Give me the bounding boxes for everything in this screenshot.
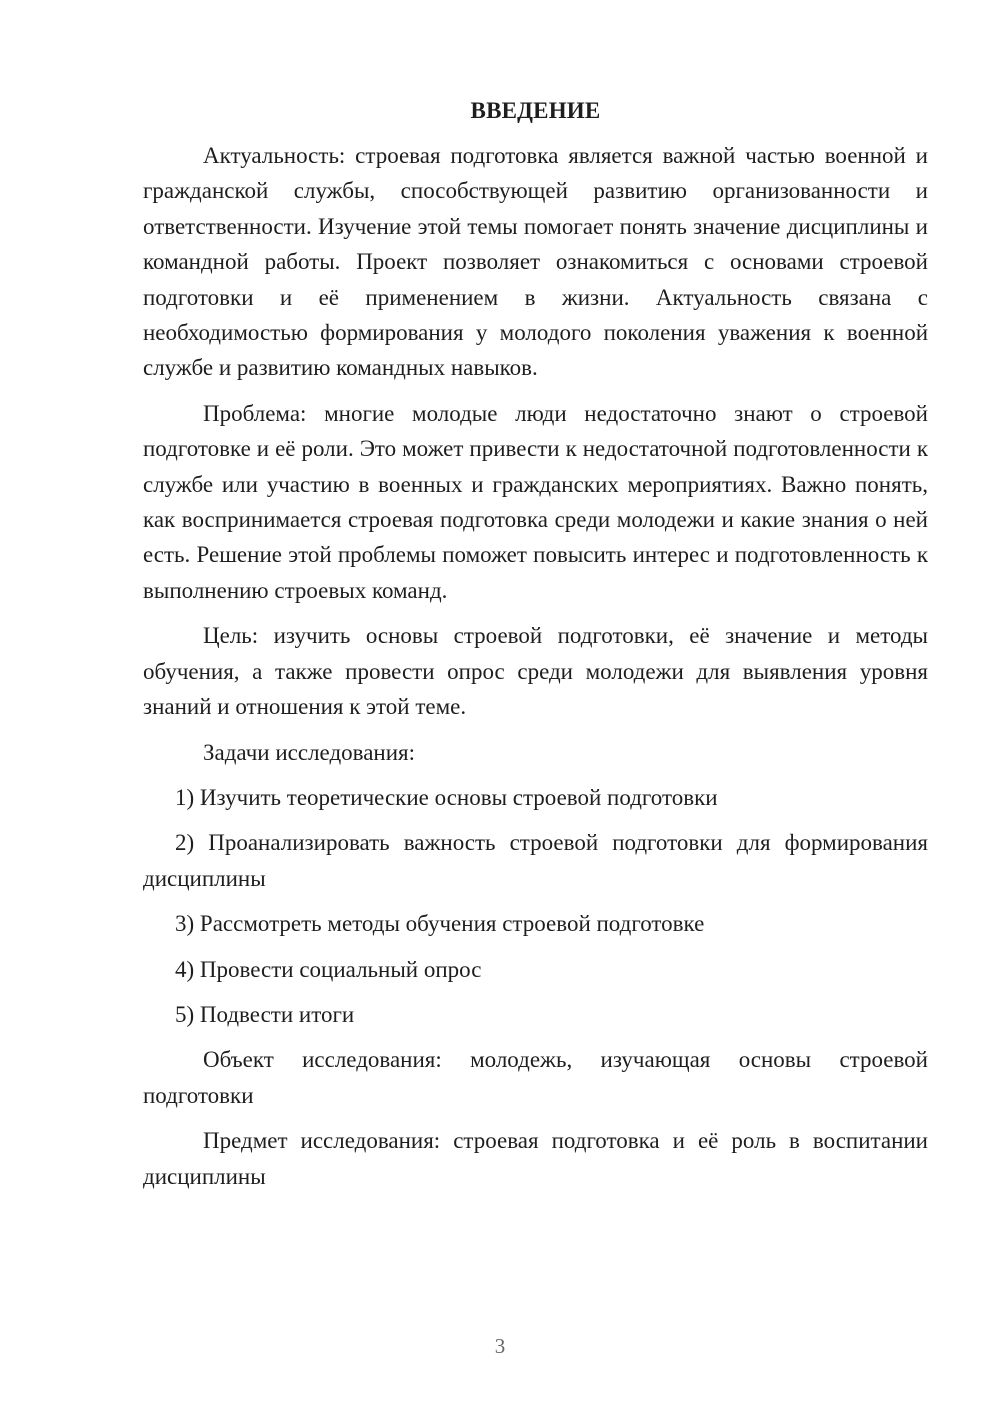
section-title: ВВЕДЕНИЕ bbox=[470, 98, 601, 123]
paragraph-problem: Проблема: многие молодые люди недостаточно знают о строевой подготовке и её роли. Это может привести к недостаточной подготовленности к службе или участию в военных и гражданских мероприятиях. Важно понять, как воспринимается строевая подготовка среди молодежи и какие знания о ней есть. Решение этой проблемы поможет повысить интерес и подготовленность к выполнению строевых команд. bbox=[143, 400, 928, 603]
paragraph-goal: Цель: изучить основы строевой подготовки, её значение и методы обучения, а также провести опрос среди молодежи для выявления уровня знаний и отношения к этой теме. bbox=[143, 623, 928, 720]
task-item-1: 1) Изучить теоретические основы строевой подготовки bbox=[175, 784, 718, 810]
paragraph-object: Объект исследования: молодежь, изучающая основы строевой подготовки bbox=[143, 1047, 928, 1108]
task-item-2: 2) Проанализировать важность строевой подготовки для формирования дисциплины bbox=[143, 830, 928, 891]
task-item-5: 5) Подвести итоги bbox=[175, 1001, 355, 1027]
task-item-3: 3) Рассмотреть методы обучения строевой подготовке bbox=[175, 911, 705, 937]
paragraph-relevance: Актуальность: строевая подготовка является важной частью военной и гражданской службы, способствующей развитию организованности и ответственности. Изучение этой темы помогает понять значение дисциплины и командной работы. Проект позволяет ознакомиться с основами строевой подготовки и её применением в жизни. Актуальность связана с необходимостью формирования у молодого поколения уважения к военной службе и развитию командных навыков. bbox=[143, 143, 928, 381]
document-page bbox=[143, 96, 928, 1204]
page-number: 3 bbox=[494, 1334, 506, 1358]
tasks-heading: Задачи исследования: bbox=[203, 739, 416, 765]
task-item-4: 4) Провести социальный опрос bbox=[175, 956, 482, 982]
paragraph-subject: Предмет исследования: строевая подготовка и её роль в воспитании дисциплины bbox=[143, 1128, 928, 1189]
